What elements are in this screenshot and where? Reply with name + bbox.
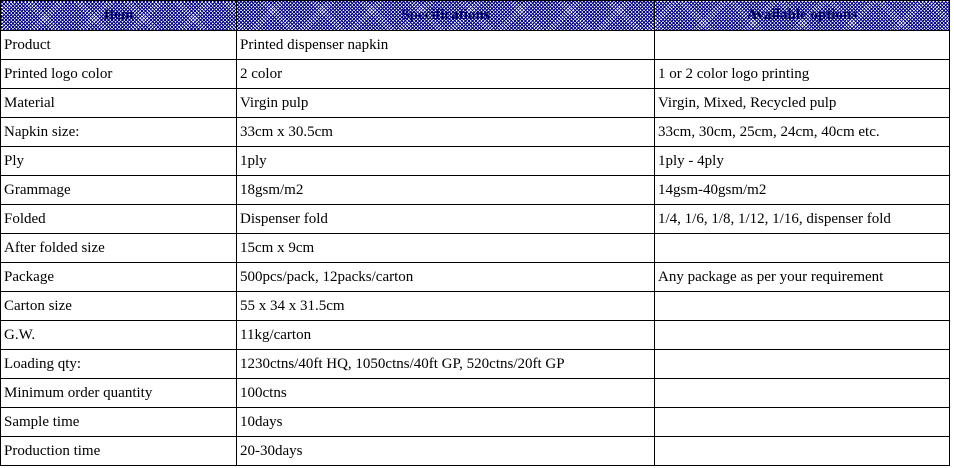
column-header-options-label: Available options (746, 7, 858, 23)
column-header-item (1, 1, 237, 31)
option-cell: 1/4, 1/6, 1/8, 1/12, 1/16, dispenser fold (655, 205, 950, 234)
table-row (1, 408, 950, 437)
item-cell: Napkin size: (1, 118, 237, 147)
item-cell: Grammage (1, 176, 237, 205)
option-cell (655, 350, 950, 379)
item-cell: Loading qty: (1, 350, 237, 379)
column-header-specifications (237, 1, 655, 31)
spec-cell: 55 x 34 x 31.5cm (237, 292, 655, 321)
column-header-specifications-label: Specifications (401, 7, 490, 23)
option-cell (655, 321, 950, 350)
spec-cell: 33cm x 30.5cm (237, 118, 655, 147)
spec-cell: Dispenser fold (237, 205, 655, 234)
item-cell: Production time (1, 437, 237, 466)
column-header-item-label: Item (103, 7, 134, 23)
item-cell: Minimum order quantity (1, 379, 237, 408)
option-cell: Any package as per your requirement (655, 263, 950, 292)
item-cell: Printed logo color (1, 60, 237, 89)
option-cell: 1ply - 4ply (655, 147, 950, 176)
spec-cell: Printed dispenser napkin (237, 31, 655, 60)
spec-cell: 1230ctns/40ft HQ, 1050ctns/40ft GP, 520ctns/20ft GP (237, 350, 655, 379)
table-row (1, 176, 950, 205)
option-cell (655, 292, 950, 321)
item-cell: Package (1, 263, 237, 292)
table-row (1, 263, 950, 292)
table-row (1, 89, 950, 118)
spec-cell: 18gsm/m2 (237, 176, 655, 205)
item-cell: Sample time (1, 408, 237, 437)
option-cell: Virgin, Mixed, Recycled pulp (655, 89, 950, 118)
spec-cell: 2 color (237, 60, 655, 89)
table-row (1, 321, 950, 350)
spec-cell: 500pcs/pack, 12packs/carton (237, 263, 655, 292)
spec-cell: 1ply (237, 147, 655, 176)
spec-cell: 15cm x 9cm (237, 234, 655, 263)
item-cell: Ply (1, 147, 237, 176)
table-row (1, 379, 950, 408)
option-cell: 1 or 2 color logo printing (655, 60, 950, 89)
column-header-options (655, 1, 950, 31)
option-cell (655, 31, 950, 60)
item-cell: Carton size (1, 292, 237, 321)
spec-cell: 20-30days (237, 437, 655, 466)
item-cell: G.W. (1, 321, 237, 350)
item-cell: Folded (1, 205, 237, 234)
spec-cell: 10days (237, 408, 655, 437)
option-cell (655, 379, 950, 408)
option-cell (655, 437, 950, 466)
spec-cell: 11kg/carton (237, 321, 655, 350)
item-cell: After folded size (1, 234, 237, 263)
table-row (1, 147, 950, 176)
table-row (1, 350, 950, 379)
table-row (1, 118, 950, 147)
table-row (1, 234, 950, 263)
option-cell: 14gsm-40gsm/m2 (655, 176, 950, 205)
spec-cell: Virgin pulp (237, 89, 655, 118)
table-row (1, 205, 950, 234)
table-header-row (1, 1, 950, 31)
option-cell (655, 408, 950, 437)
option-cell (655, 234, 950, 263)
item-cell: Product (1, 31, 237, 60)
table-row (1, 292, 950, 321)
table-row (1, 437, 950, 466)
spec-cell: 100ctns (237, 379, 655, 408)
item-cell: Material (1, 89, 237, 118)
table-row (1, 31, 950, 60)
table-row (1, 60, 950, 89)
option-cell: 33cm, 30cm, 25cm, 24cm, 40cm etc. (655, 118, 950, 147)
